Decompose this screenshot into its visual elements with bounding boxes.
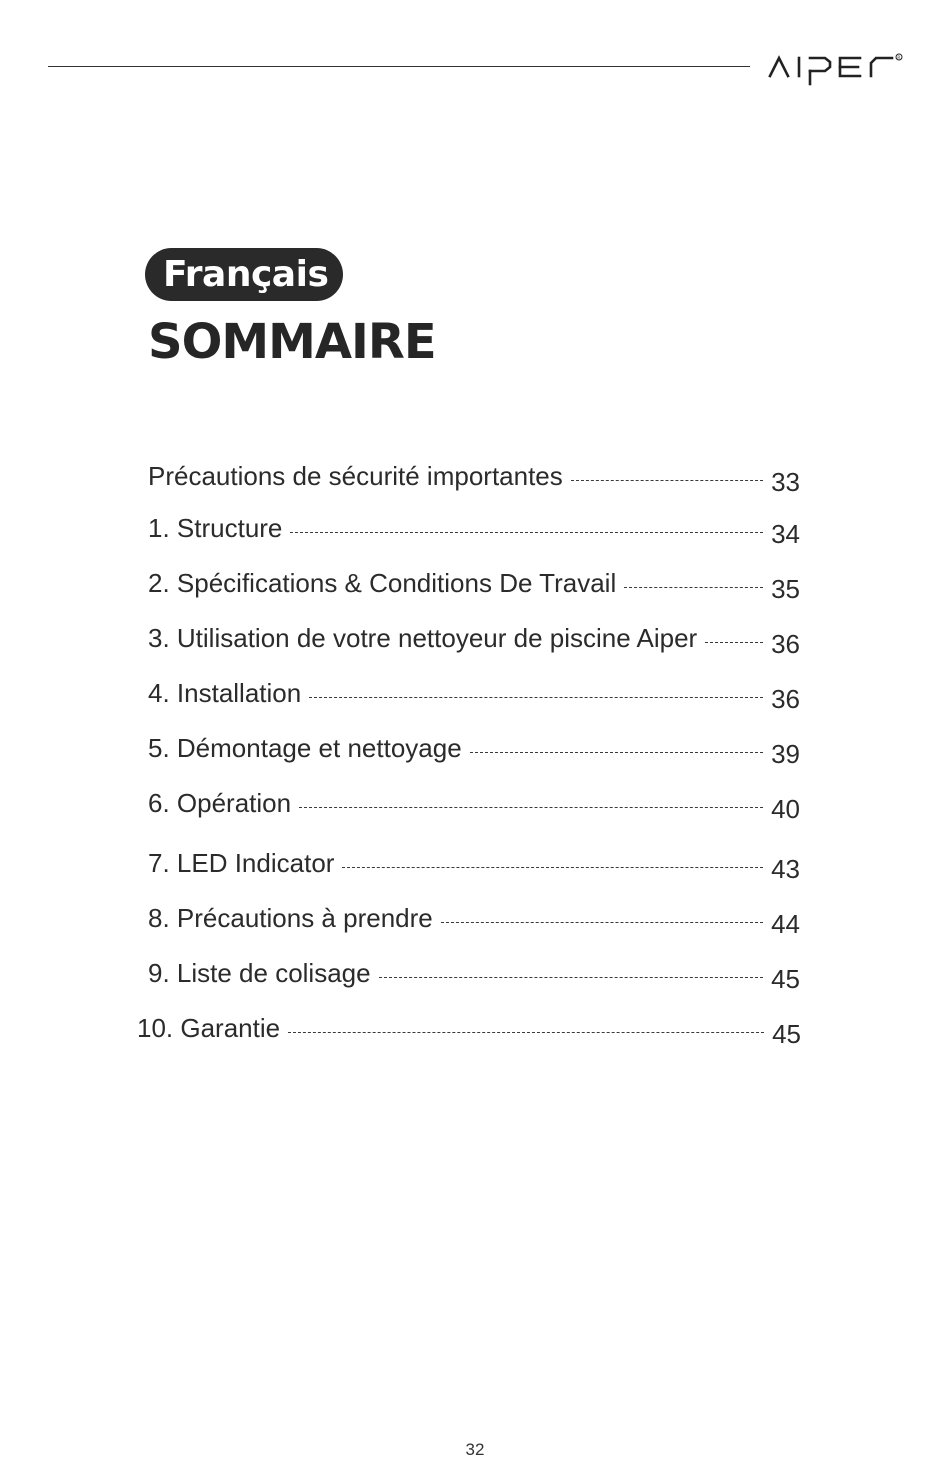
toc-entry-label: 5. Démontage et nettoyage bbox=[148, 733, 462, 763]
toc-entry[interactable] bbox=[148, 956, 800, 994]
toc-leader bbox=[705, 642, 763, 643]
toc-entry-page: 40 bbox=[771, 794, 800, 824]
toc-entry-page: 35 bbox=[771, 574, 800, 604]
toc-entry-page: 36 bbox=[771, 684, 800, 714]
toc-entry[interactable] bbox=[148, 459, 800, 497]
toc-leader bbox=[309, 697, 763, 698]
toc-entry-label: 2. Spécifications & Conditions De Travail bbox=[148, 568, 617, 598]
language-badge: Français bbox=[145, 248, 343, 301]
toc-entry[interactable] bbox=[148, 901, 800, 939]
toc-entry-page: 44 bbox=[771, 909, 800, 939]
toc-entry-page: 36 bbox=[771, 629, 800, 659]
toc-leader bbox=[624, 587, 763, 588]
toc-entry-page: 45 bbox=[772, 1019, 801, 1049]
svg-text:R: R bbox=[897, 55, 901, 60]
toc-entry-page: 33 bbox=[771, 467, 800, 497]
toc-leader bbox=[470, 752, 763, 753]
toc-leader bbox=[288, 1032, 764, 1033]
toc-entry-page: 34 bbox=[771, 519, 800, 549]
toc-entry-label: 4. Installation bbox=[148, 678, 302, 708]
toc-entry-label: Précautions de sécurité importantes bbox=[148, 461, 563, 491]
toc-entry-page: 39 bbox=[771, 739, 800, 769]
toc-entry-page: 43 bbox=[771, 854, 800, 884]
toc-leader bbox=[571, 480, 763, 481]
toc-leader bbox=[290, 532, 763, 533]
toc-entry-page: 45 bbox=[771, 964, 800, 994]
toc-entry-label: 7. LED Indicator bbox=[148, 848, 335, 878]
toc-entry[interactable] bbox=[148, 846, 800, 884]
toc-entry-label: 6. Opération bbox=[148, 788, 292, 818]
toc-leader bbox=[379, 977, 763, 978]
toc-leader bbox=[441, 922, 763, 923]
toc-entry-label: 10. Garantie bbox=[137, 1013, 281, 1043]
toc-leader bbox=[342, 867, 763, 868]
toc-entry[interactable] bbox=[148, 731, 800, 769]
toc-entry[interactable] bbox=[148, 621, 800, 659]
toc-entry[interactable] bbox=[148, 511, 800, 549]
toc-leader bbox=[299, 807, 763, 808]
toc-entry[interactable] bbox=[148, 676, 800, 714]
toc-entry-label: 1. Structure bbox=[148, 513, 283, 543]
toc-entry[interactable] bbox=[148, 566, 800, 604]
toc-entry-label: 8. Précautions à prendre bbox=[148, 903, 433, 933]
toc-entry[interactable] bbox=[148, 786, 800, 824]
toc-entry-label: 9. Liste de colisage bbox=[148, 958, 371, 988]
page-title: SOMMAIRE bbox=[148, 314, 436, 370]
aiper-logo bbox=[768, 46, 904, 86]
header-rule bbox=[48, 66, 750, 67]
toc-entry[interactable] bbox=[137, 1011, 801, 1049]
toc-entry-label: 3. Utilisation de votre nettoyeur de piscine Aiper bbox=[148, 623, 698, 653]
page-number: 32 bbox=[465, 1440, 485, 1459]
